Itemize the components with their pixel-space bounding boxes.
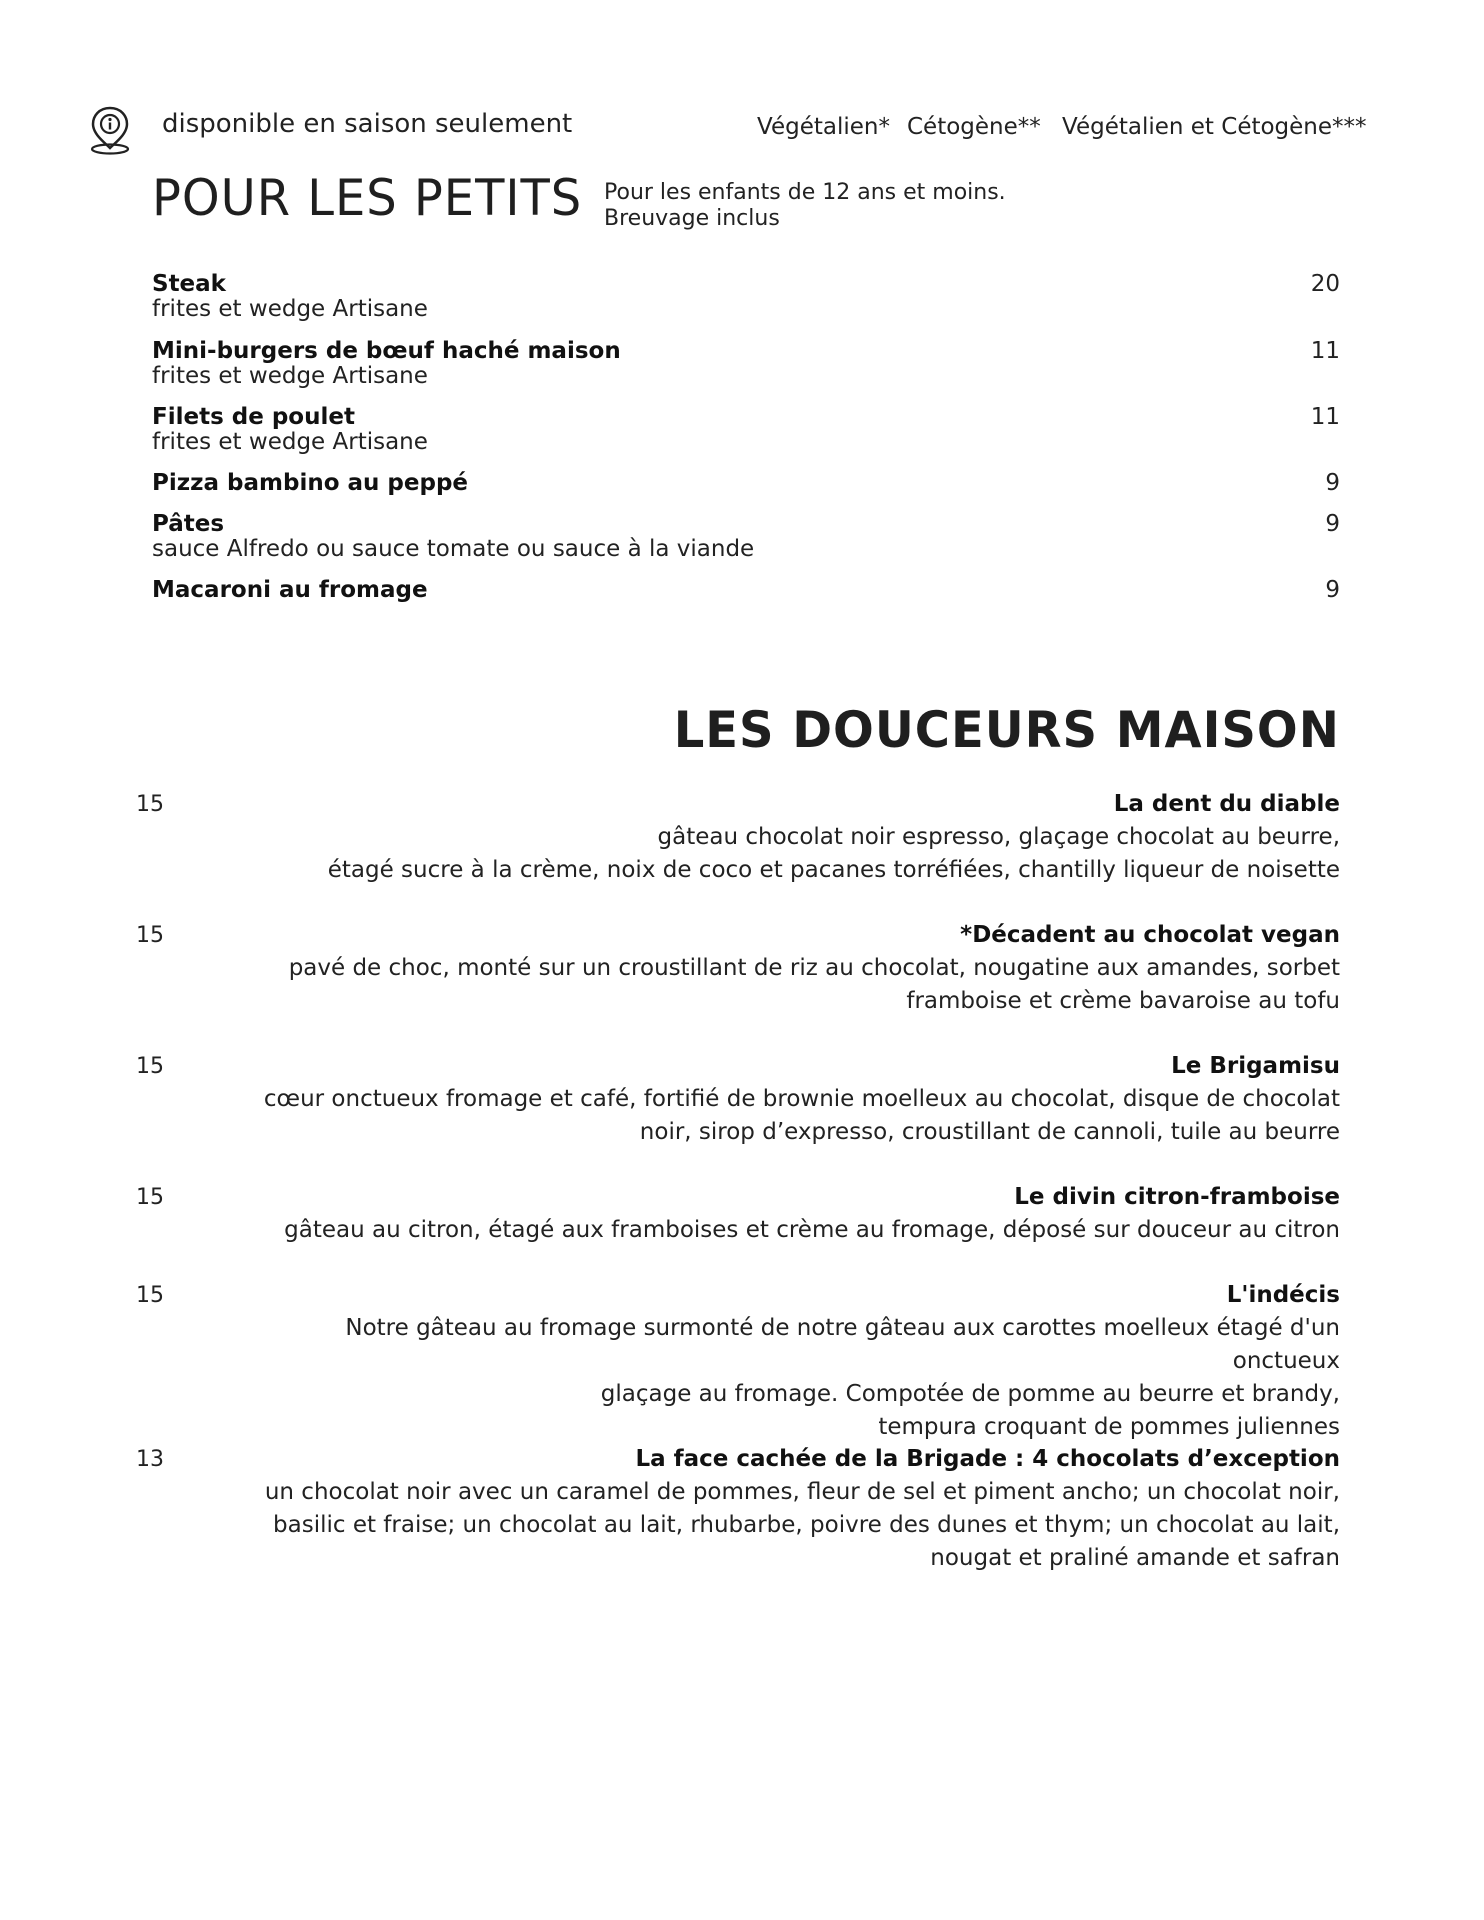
dessert-item: [136, 919, 1340, 1018]
dessert-description-line: cœur onctueux fromage et café, fortifié de brownie moelleux au chocolat, disque de chocolat: [263, 1086, 1340, 1112]
dessert-item: [136, 1443, 1340, 1575]
kids-item-price: 11: [1310, 404, 1340, 430]
kids-menu-item: [152, 471, 1340, 496]
dessert-name: La dent du diable: [1113, 791, 1340, 817]
dessert-name: *Décadent au chocolat vegan: [960, 922, 1340, 948]
dessert-item: [136, 1181, 1340, 1247]
seasonal-legend-text: disponible en saison seulement: [162, 109, 573, 139]
dessert-description-line: étagé sucre à la crème, noix de coco et pacanes torréfiées, chantilly liqueur de noisette: [327, 857, 1340, 883]
kids-note-age: Pour les enfants de 12 ans et moins.: [604, 180, 1006, 205]
kids-item-price: 9: [1325, 577, 1340, 603]
kids-menu-item: [152, 405, 1340, 455]
dessert-description-line: un chocolat noir avec un caramel de pommes, fleur de sel et piment ancho; un chocolat noir,: [264, 1479, 1340, 1505]
keto-legend: Cétogène**: [907, 114, 1041, 140]
info-pin-icon: [84, 104, 136, 156]
dessert-description-line: pavé de choc, monté sur un croustillant de riz au chocolat, nougatine aux amandes, sorbet: [288, 955, 1340, 981]
kids-item-price: 11: [1310, 338, 1340, 364]
dessert-item: [136, 1050, 1340, 1149]
dessert-item: [136, 788, 1340, 887]
dessert-description-line: noir, sirop d’expresso, croustillant de cannoli, tuile au beurre: [639, 1119, 1340, 1145]
dessert-description-line: nougat et praliné amande et safran: [930, 1545, 1340, 1571]
vegan-legend: Végétalien*: [757, 114, 890, 140]
dessert-name: Le Brigamisu: [1171, 1053, 1340, 1079]
dessert-price: 15: [136, 792, 164, 817]
dessert-description-line: tempura croquant de pommes juliennes: [878, 1414, 1340, 1440]
kids-menu-item: [152, 578, 1340, 603]
kids-item-description: sauce Alfredo ou sauce tomate ou sauce à la viande: [152, 536, 755, 562]
kids-menu-item: [152, 512, 1340, 562]
kids-item-price: 9: [1325, 470, 1340, 496]
dessert-price: 13: [136, 1447, 164, 1472]
kids-item-name: Macaroni au fromage: [152, 577, 428, 603]
dessert-description-line: basilic et fraise; un chocolat au lait, rhubarbe, poivre des dunes et thym; un chocolat au lait,: [273, 1512, 1340, 1538]
kids-menu-item: [152, 272, 1340, 322]
kids-item-name: Pizza bambino au peppé: [152, 470, 469, 496]
dessert-price: 15: [136, 1054, 164, 1079]
kids-item-name: Filets de poulet: [152, 404, 355, 430]
dessert-description-line: Notre gâteau au fromage surmonté de notre gâteau aux carottes moelleux étagé d'un onctueux: [345, 1315, 1340, 1374]
kids-item-name: Mini-burgers de bœuf haché maison: [152, 338, 621, 364]
desserts-section-title: LES DOUCEURS MAISON: [673, 701, 1340, 759]
kids-section-note: [604, 180, 1006, 232]
kids-item-name: Steak: [152, 271, 226, 297]
dessert-description-line: gâteau chocolat noir espresso, glaçage chocolat au beurre,: [657, 824, 1340, 850]
dessert-name: Le divin citron-framboise: [1014, 1184, 1340, 1210]
kids-item-name: Pâtes: [152, 511, 225, 537]
kids-item-description: frites et wedge Artisane: [152, 296, 428, 322]
vegan-keto-legend: Végétalien et Cétogène***: [1062, 114, 1367, 140]
dessert-price: 15: [136, 1185, 164, 1210]
dessert-item: [136, 1279, 1340, 1444]
kids-note-drink: Breuvage inclus: [604, 206, 780, 231]
kids-section-title: POUR LES PETITS: [152, 169, 583, 227]
kids-item-price: 9: [1325, 511, 1340, 537]
dessert-price: 15: [136, 1283, 164, 1308]
kids-menu-item: [152, 339, 1340, 389]
dessert-description-line: gâteau au citron, étagé aux framboises et crème au fromage, déposé sur douceur au citron: [284, 1217, 1340, 1243]
dessert-price: 15: [136, 923, 164, 948]
kids-item-description: frites et wedge Artisane: [152, 429, 428, 455]
kids-item-price: 20: [1310, 271, 1340, 297]
dessert-description-line: glaçage au fromage. Compotée de pomme au beurre et brandy,: [600, 1381, 1340, 1407]
dessert-description-line: framboise et crème bavaroise au tofu: [906, 988, 1340, 1014]
kids-item-description: frites et wedge Artisane: [152, 363, 428, 389]
dessert-name: La face cachée de la Brigade : 4 chocolats d’exception: [635, 1446, 1340, 1472]
dessert-name: L'indécis: [1226, 1282, 1340, 1308]
